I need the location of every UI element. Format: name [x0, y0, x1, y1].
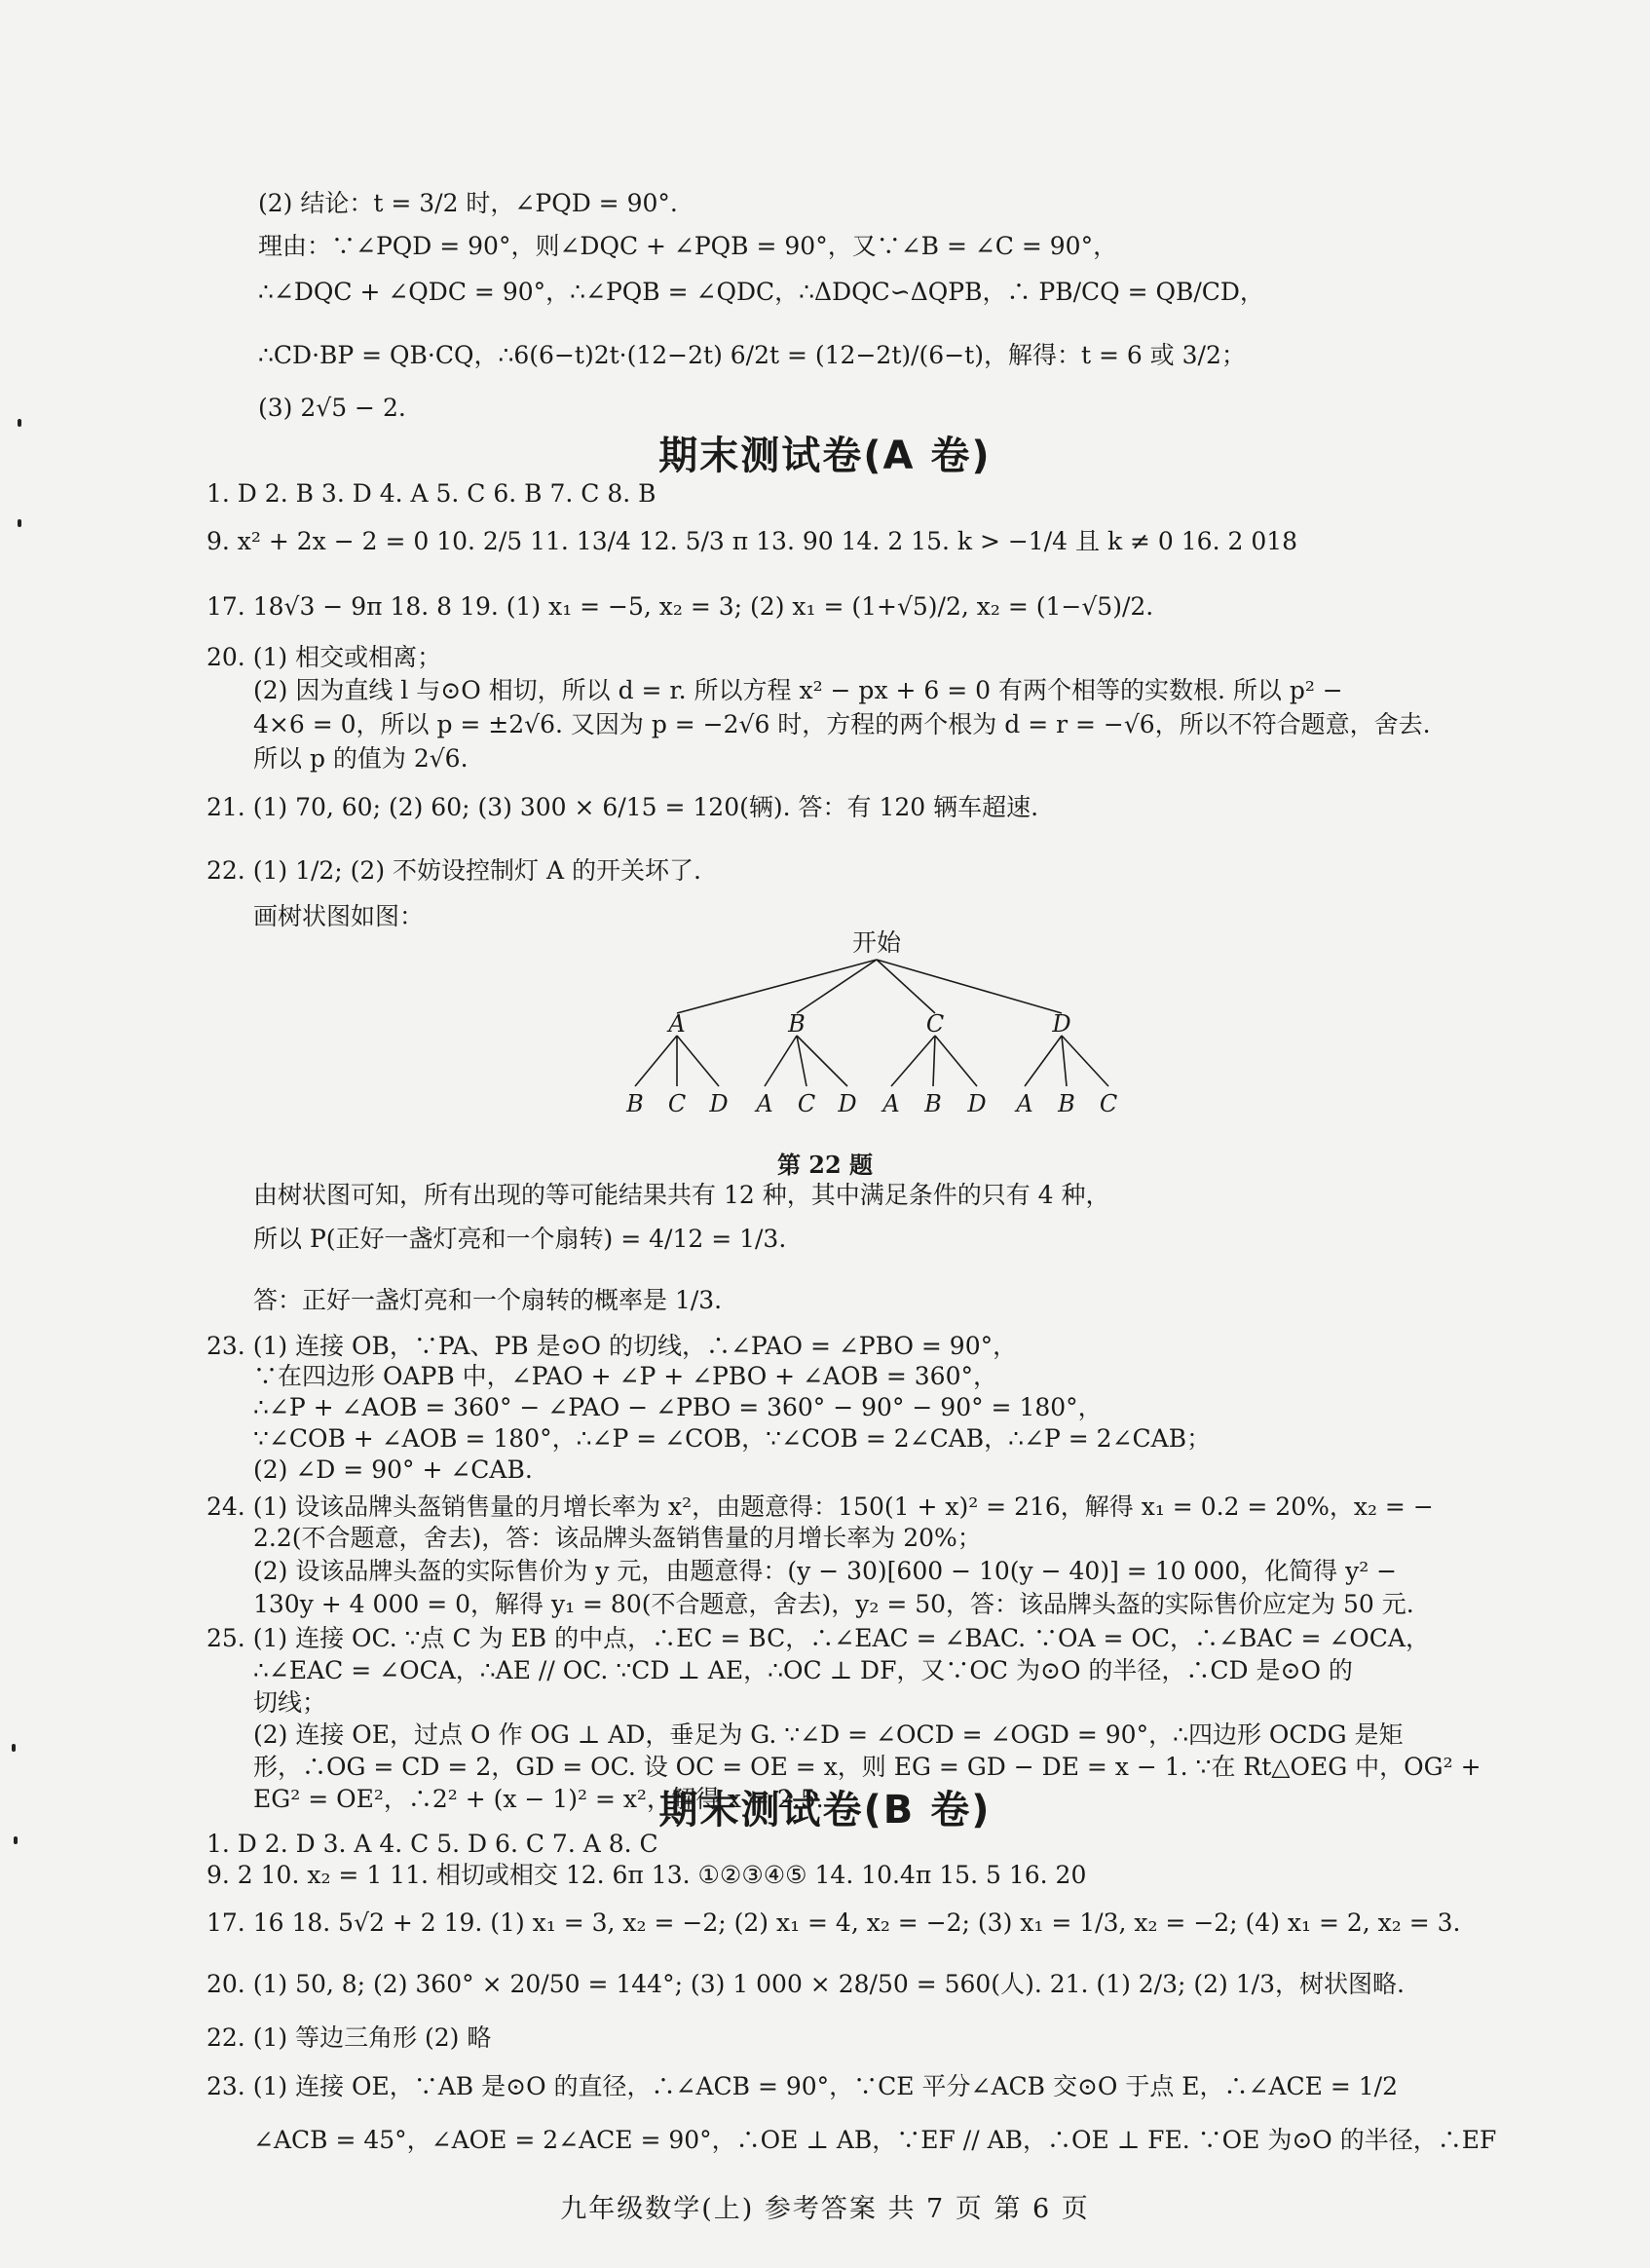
tree-leaf: D — [967, 1090, 987, 1117]
a-q25-l4: (2) 连接 OE，过点 O 作 OG ⊥ AD，垂足为 G. ∵∠D = ∠OCD = ∠OGD = 90°，∴四边形 OCDG 是矩 — [253, 1720, 1404, 1749]
prev-line-4: ∴CD·BP = QB·CQ，∴6(6−t)2t·(12−2t) 6/2t = (12−2t)/(6−t)，解得：t = 6 或 3/2； — [258, 341, 1246, 369]
tree-leaf: D — [838, 1090, 857, 1117]
b-q22: 22. (1) 等边三角形 (2) 略 — [206, 2023, 492, 2052]
b-q20-21: 20. (1) 50, 8; (2) 360° × 20/50 = 144°; (3) 1 000 × 28/50 = 560(人). 21. (1) 2/3; (2) 1/3，树状图略. — [206, 1970, 1405, 1998]
tree-leaf: C — [797, 1090, 816, 1117]
a-q20-l4: 所以 p 的值为 2√6. — [253, 744, 469, 773]
tree-edge — [877, 960, 1062, 1013]
tree-edge — [677, 960, 877, 1013]
a-q9-16: 9. x² + 2x − 2 = 0 10. 2/5 11. 13/4 12. 5/3 π 13. 90 14. 2 15. k > −1/4 且 k ≠ 0 16. 2 018 — [206, 527, 1298, 555]
prev-line-5: (3) 2√5 − 2. — [258, 394, 406, 422]
a-q23-l3: ∴∠P + ∠AOB = 360° − ∠PAO − ∠PBO = 360° − 90° − 90° = 180°， — [253, 1393, 1103, 1421]
tree-leaf: A — [882, 1090, 900, 1117]
tree-edge — [935, 1036, 977, 1086]
tree-edge — [635, 1036, 677, 1086]
page-footer: 九年级数学(上) 参考答案 共 7 页 第 6 页 — [560, 2194, 1090, 2224]
tree-root-label: 开始 — [851, 928, 902, 957]
a-q25-l6: EG² = OE²，∴2² + (x − 1)² = x²，解得 x = 2.5. — [253, 1785, 824, 1813]
tree-edge — [1062, 1036, 1108, 1086]
scan-mark — [14, 1836, 18, 1844]
tree-edge — [1062, 1036, 1067, 1086]
tree-leaf: C — [667, 1090, 687, 1117]
tree-edge — [677, 1036, 719, 1086]
a-q22-after-1: 由树状图可知，所有出现的等可能结果共有 12 种，其中满足条件的只有 4 种， — [253, 1181, 1110, 1209]
prev-line-2: 理由：∵∠PQD = 90°，则∠DQC + ∠PQB = 90°，又∵∠B = ∠C = 90°， — [258, 232, 1118, 260]
tree-l1-node: C — [925, 1010, 945, 1038]
a-q20-l2: (2) 因为直线 l 与⊙O 相切，所以 d = r. 所以方程 x² − px + 6 = 0 有两个相等的实数根. 所以 p² − — [253, 676, 1343, 704]
a-q20-l3: 4×6 = 0，所以 p = ±2√6. 又因为 p = −2√6 时，方程的两个根为 d = r = −√6，所以不符合题意，舍去. — [253, 710, 1431, 738]
tree-leaf: B — [626, 1090, 644, 1117]
a-q25-l5: 形，∴OG = CD = 2，GD = OC. 设 OC = OE = x，则 EG = GD − DE = x − 1. ∵在 Rt△OEG 中，OG² + — [253, 1753, 1481, 1781]
tree-l1-node: A — [668, 1010, 686, 1038]
tree-edge — [891, 1036, 935, 1086]
a-q24-l1: 24. (1) 设该品牌头盔销售量的月增长率为 x²，由题意得：150(1 + x)² = 216，解得 x₁ = 0.2 = 20%，x₂ = − — [206, 1493, 1434, 1521]
b-q9-16: 9. 2 10. x₂ = 1 11. 相切或相交 12. 6π 13. ①②③④⑤ 14. 10.4π 15. 5 16. 20 — [206, 1861, 1087, 1889]
a-q1-8: 1. D 2. B 3. D 4. A 5. C 6. B 7. C 8. B — [206, 479, 656, 508]
a-q22-l2: 画树状图如图： — [253, 902, 425, 930]
a-q23-l4: ∵∠COB + ∠AOB = 180°，∴∠P = ∠COB，∵∠COB = 2∠CAB，∴∠P = 2∠CAB； — [253, 1424, 1212, 1453]
a-q20-l1: 20. (1) 相交或相离； — [206, 643, 442, 671]
b-q17-19: 17. 16 18. 5√2 + 2 19. (1) x₁ = 3, x₂ = −2; (2) x₁ = 4, x₂ = −2; (3) x₁ = 1/3, x₂ = −2; (4) x₁ = 2, x₂ = 3. — [206, 1909, 1461, 1937]
a-q17-19: 17. 18√3 − 9π 18. 8 19. (1) x₁ = −5, x₂ = 3; (2) x₁ = (1+√5)/2, x₂ = (1−√5)/2. — [206, 592, 1154, 621]
scan-mark — [18, 519, 21, 527]
b-q23-l2: ∠ACB = 45°，∠AOE = 2∠ACE = 90°，∴OE ⊥ AB，∵EF // AB，∴OE ⊥ FE. ∵OE 为⊙O 的半径，∴EF — [253, 2126, 1497, 2154]
tree-leaf: A — [756, 1090, 773, 1117]
tree-leaf: C — [1099, 1090, 1118, 1117]
a-q22-l1: 22. (1) 1/2; (2) 不妨设控制灯 A 的开关坏了. — [206, 856, 701, 885]
b-q23-l1: 23. (1) 连接 OE，∵AB 是⊙O 的直径，∴∠ACB = 90°，∵CE 平分∠ACB 交⊙O 于点 E，∴∠ACE = 1/2 — [206, 2072, 1398, 2100]
section-b-title: 期末测试卷(B 卷) — [658, 1788, 992, 1833]
tree-leaf: B — [924, 1090, 942, 1117]
scan-mark — [12, 1744, 16, 1752]
a-q21: 21. (1) 70, 60; (2) 60; (3) 300 × 6/15 = 120(辆). 答：有 120 辆车超速. — [206, 793, 1039, 821]
tree-edge — [1025, 1036, 1062, 1086]
prev-line-3: ∴∠DQC + ∠QDC = 90°，∴∠PQB = ∠QDC，∴ΔDQC∽ΔQPB，∴ PB/CQ = QB/CD， — [258, 278, 1264, 306]
a-q23-l1: 23. (1) 连接 OB，∵PA、PB 是⊙O 的切线，∴∠PAO = ∠PBO = 90°， — [206, 1332, 1018, 1360]
tree-caption: 第 22 题 — [776, 1151, 874, 1179]
a-q25-l2: ∴∠EAC = ∠OCA，∴AE // OC. ∵CD ⊥ AE，∴OC ⊥ DF，又∵OC 为⊙O 的半径，∴CD 是⊙O 的 — [253, 1656, 1353, 1684]
tree-leaf: B — [1058, 1090, 1075, 1117]
a-q25-l3: 切线； — [253, 1688, 327, 1717]
tree-edge — [765, 1036, 797, 1086]
tree-edge — [797, 960, 877, 1013]
a-q25-l1: 25. (1) 连接 OC. ∵点 C 为 EB 的中点，∴EC = BC，∴∠EAC = ∠BAC. ∵OA = OC，∴∠BAC = ∠OCA， — [206, 1624, 1430, 1652]
tree-leaf: A — [1016, 1090, 1033, 1117]
section-a-title: 期末测试卷(A 卷) — [658, 434, 992, 478]
tree-l1-node: D — [1052, 1010, 1071, 1038]
tree-edge — [933, 1036, 935, 1086]
prev-line-1: (2) 结论：t = 3/2 时，∠PQD = 90°. — [258, 189, 678, 217]
a-q24-l2: 2.2(不合题意，舍去)，答：该品牌头盔销售量的月增长率为 20%； — [253, 1524, 982, 1552]
a-q22-after-2: 所以 P(正好一盏灯亮和一个扇转) = 4/12 = 1/3. — [253, 1225, 787, 1253]
a-q24-l3: (2) 设该品牌头盔的实际售价为 y 元，由题意得：(y − 30)[600 − 10(y − 40)] = 10 000，化简得 y² − — [253, 1557, 1398, 1585]
tree-l1-node: B — [788, 1010, 806, 1038]
tree-leaf: D — [709, 1090, 729, 1117]
a-q22-after-3: 答：正好一盏灯亮和一个扇转的概率是 1/3. — [253, 1286, 723, 1314]
probability-tree-diagram — [604, 921, 1149, 1130]
a-q24-l4: 130y + 4 000 = 0，解得 y₁ = 80(不合题意，舍去)，y₂ = 50，答：该品牌头盔的实际售价应定为 50 元. — [253, 1590, 1414, 1618]
a-q23-l5: (2) ∠D = 90° + ∠CAB. — [253, 1455, 533, 1484]
a-q23-l2: ∵在四边形 OAPB 中，∠PAO + ∠P + ∠PBO + ∠AOB = 360°， — [253, 1362, 997, 1390]
b-q1-8: 1. D 2. D 3. A 4. C 5. D 6. C 7. A 8. C — [206, 1830, 658, 1858]
